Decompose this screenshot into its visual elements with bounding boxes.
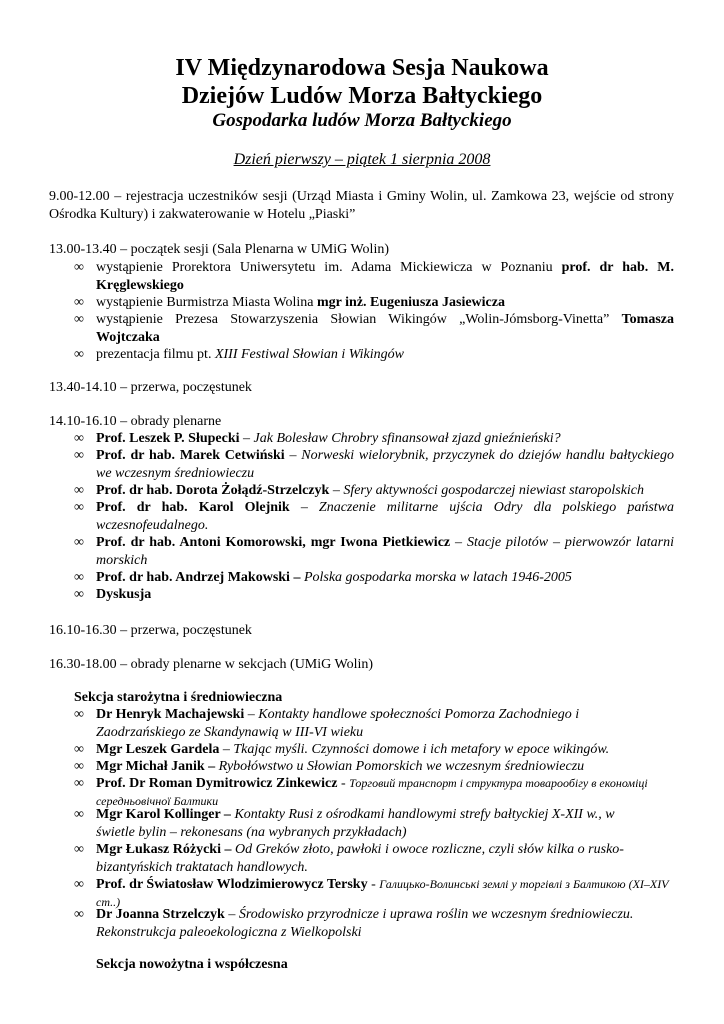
speaker-name: Mgr Karol Kollinger – <box>96 807 231 822</box>
opening-item-name: Tomasza Wojtczaka <box>96 312 674 345</box>
plenary-item <box>96 569 674 587</box>
bullet-icon: ∞ <box>74 431 84 446</box>
section-item <box>96 806 656 841</box>
speaker-name: Mgr Michał Janik – <box>96 759 216 774</box>
bullet-icon: ∞ <box>74 807 84 822</box>
title-line-2: Dziejów Ludów Morza Bałtyckiego <box>181 83 543 109</box>
separator: – <box>219 742 234 757</box>
opening-item-text: wystąpienie Prezesa Stowarzyszenia Słowian Wikingów „Wolin-Jómsborg-Vinetta” <box>96 312 622 327</box>
section-heading-ancient: Sekcja starożytna i średniowieczna <box>74 690 283 705</box>
bullet-icon: ∞ <box>74 347 84 362</box>
bullet-icon: ∞ <box>74 707 84 722</box>
bullet-icon: ∞ <box>74 742 84 757</box>
opening-item-text: wystąpienie Burmistrza Miasta Wolina <box>96 295 318 310</box>
bullet-icon: ∞ <box>74 312 84 327</box>
sections-time: 16.30-18.00 – obrady plenarne w sekcjach (UMiG Wolin) <box>49 657 374 672</box>
speaker-name: Prof. dr Światosław Wlodzimierowycz Tersky <box>96 877 368 892</box>
speaker-name: Prof. dr hab. Marek Cetwiński <box>96 448 285 463</box>
separator: - <box>367 877 380 892</box>
opening-item-film-title: XIII Festiwal Słowian i Wikingów <box>214 347 404 362</box>
talk-title: Галицько-Волинські землі у торгівлі з Балтикою (XI–XIV ст..) <box>96 877 669 909</box>
separator: – <box>289 500 319 515</box>
separator: – <box>244 707 259 722</box>
talk-title: Торговий транспорт і структура товарообігу в економіці середньовічної Балтики <box>96 776 648 808</box>
bullet-icon: ∞ <box>74 570 84 585</box>
speaker-name: Mgr Łukasz Różycki – <box>96 842 232 857</box>
section-item <box>96 906 674 941</box>
plenary-item <box>96 482 674 500</box>
opening-item <box>96 311 674 346</box>
plenary-item <box>96 499 674 534</box>
plenary-item <box>96 586 674 604</box>
opening-item-name: mgr inż. Eugeniusza Jasiewicza <box>317 295 505 310</box>
opening-item <box>96 294 674 312</box>
section-item <box>96 775 674 810</box>
break-1: 13.40-14.10 – przerwa, poczęstunek <box>49 380 252 395</box>
talk-title: Kontakty Rusi z ośrodkami handlowymi strefy bałtyckiej X-XII w., w świetle bylin – rekonesans (na wybranych przykładach) <box>96 807 615 840</box>
opening-item <box>96 259 674 294</box>
section-item <box>96 706 636 741</box>
break-2: 16.10-16.30 – przerwa, poczęstunek <box>49 623 252 638</box>
opening-item-text: prezentacja filmu pt. <box>96 347 215 362</box>
bullet-icon: ∞ <box>74 907 84 922</box>
section-item <box>96 841 656 876</box>
talk-title: Polska gospodarka morska w latach 1946-2005 <box>303 570 572 585</box>
talk-title: Norweski wielorybnik, przyczynek do dziejów handlu bałtyckiego we wczesnym średniowieczu <box>96 448 675 481</box>
talk-title: Znaczenie militarne ujścia Odry dla polskiego państwa wczesnofeudalnego. <box>96 500 675 533</box>
speaker-name: Prof. Dr Roman Dymitrowicz Zinkewicz <box>96 776 338 791</box>
opening-item-text: wystąpienie Prorektora Uniwersytetu im. Adama Mickiewicza w Poznaniu <box>96 260 562 275</box>
speaker-name: Prof. dr hab. Dorota Żołądź-Strzelczyk <box>96 483 330 498</box>
bullet-icon: ∞ <box>74 877 84 892</box>
speaker-name: Dr Joanna Strzelczyk <box>96 907 225 922</box>
opening-item <box>96 346 674 364</box>
plenary-item <box>96 534 674 569</box>
separator: – <box>450 535 467 550</box>
title-line-1: IV Międzynarodowa Sesja Naukowa <box>175 55 549 81</box>
speaker-name: Prof. dr hab. Karol Olejnik <box>96 500 290 515</box>
plenary-item <box>96 430 674 448</box>
plenary-time: 14.10-16.10 – obrady plenarne <box>49 414 222 429</box>
bullet-icon: ∞ <box>74 448 84 463</box>
talk-title: Sfery aktywności gospodarczej niewiast staropolskich <box>343 483 645 498</box>
talk-title: Kontakty handlowe społeczności Pomorza Zachodniego i Zaodrzańskiego ze Skandynawią w III-VI wieku <box>96 707 580 740</box>
talk-title: Jak Bolesław Chrobry sfinansował zjazd gnieźnieński? <box>253 431 561 446</box>
bullet-icon: ∞ <box>74 295 84 310</box>
talk-title: Rybołówstwo u Słowian Pomorskich we wczesnym średniowieczu <box>218 759 585 774</box>
day-heading: Dzień pierwszy – piątek 1 sierpnia 2008 <box>233 151 491 168</box>
subtitle: Gospodarka ludów Morza Bałtyckiego <box>212 110 512 131</box>
bullet-icon: ∞ <box>74 842 84 857</box>
talk-title: Stacje pilotów – pierwowzór latarni morskich <box>96 535 674 568</box>
talk-title: Od Greków złoto, pawłoki i owoce rozliczne, czyli słów kilka o rusko-bizantyńskich traktatach handlowych. <box>96 842 624 875</box>
bullet-icon: ∞ <box>74 587 84 602</box>
bullet-icon: ∞ <box>74 500 84 515</box>
talk-title: Tkając myśli. Czynności domowe i ich metafory w epoce wikingów. <box>233 742 610 757</box>
registration-paragraph: 9.00-12.00 – rejestracja uczestników sesji (Urząd Miasta i Gminy Wolin, ul. Zamkowa 23, wejście od strony Ośrodka Kultury) i zakwaterowanie w Hotelu „Piaski” <box>49 189 674 222</box>
section-item <box>96 741 674 759</box>
speaker-name: Prof. Leszek P. Słupecki <box>96 431 240 446</box>
section-heading-modern: Sekcja nowożytna i współczesna <box>96 957 288 972</box>
plenary-item <box>96 447 674 482</box>
separator: – <box>329 483 344 498</box>
bullet-icon: ∞ <box>74 759 84 774</box>
bullet-icon: ∞ <box>74 535 84 550</box>
section-item <box>96 758 674 776</box>
separator: – <box>239 431 254 446</box>
separator: - <box>337 776 350 791</box>
speaker-name: Dr Henryk Machajewski <box>96 707 245 722</box>
speaker-name: Mgr Leszek Gardela <box>96 742 220 757</box>
separator: – <box>224 907 239 922</box>
speaker-name: Prof. dr hab. Andrzej Makowski – <box>96 570 301 585</box>
opening-item-name: prof. dr hab. M. Kręglewskiego <box>96 260 674 293</box>
discussion-label: Dyskusja <box>96 587 152 602</box>
bullet-icon: ∞ <box>74 483 84 498</box>
opening-time: 13.00-13.40 – początek sesji (Sala Plenarna w UMiG Wolin) <box>49 242 389 257</box>
bullet-icon: ∞ <box>74 260 84 275</box>
bullet-icon: ∞ <box>74 776 84 791</box>
separator: – <box>284 448 302 463</box>
speaker-name: Prof. dr hab. Antoni Komorowski, mgr Iwona Pietkiewicz <box>96 535 451 550</box>
talk-title: Środowisko przyrodnicze i uprawa roślin we wczesnym średniowieczu. Rekonstrukcja paleoekologiczna z Wielkopolski <box>96 907 634 940</box>
